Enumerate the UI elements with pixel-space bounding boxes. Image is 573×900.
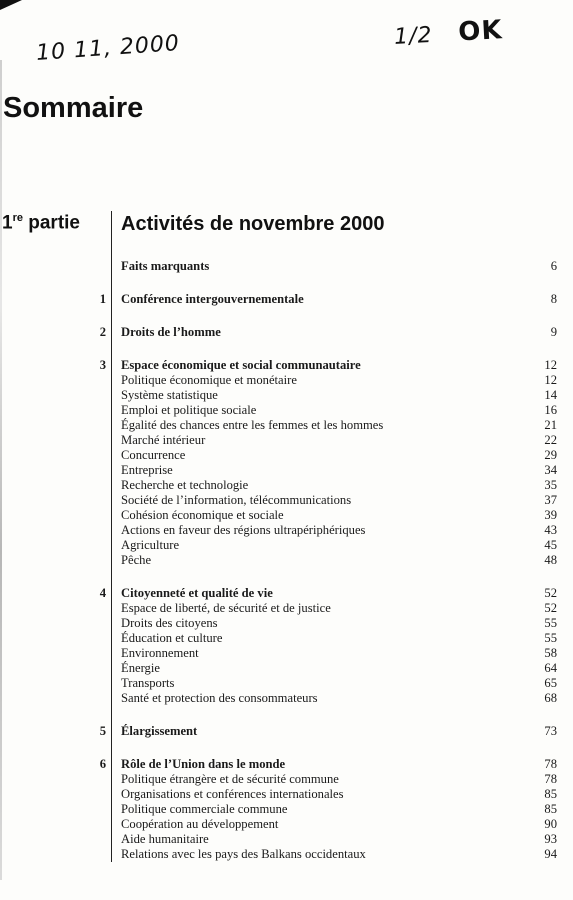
toc-entry[interactable] — [0, 675, 573, 691]
toc-entry-title: Cohésion économique et sociale — [121, 508, 284, 522]
toc-entry-title: Environnement — [121, 646, 199, 660]
toc-entry-title: Concurrence — [121, 448, 186, 462]
toc-entry-title: Société de l’information, télécommunications — [121, 493, 352, 507]
toc-entry[interactable] — [0, 537, 573, 553]
toc-entry[interactable] — [0, 372, 573, 388]
toc-entry[interactable] — [0, 552, 573, 568]
toc-entry-title: Emploi et politique sociale — [121, 403, 257, 417]
toc-page-number: 9 — [550, 325, 557, 339]
toc-page-number: 78 — [544, 772, 557, 786]
toc-page-number: 85 — [544, 802, 557, 816]
toc-entry-title: Faits marquants — [121, 259, 210, 273]
toc-entry-title: Énergie — [121, 661, 160, 675]
toc-entry[interactable] — [0, 615, 573, 631]
part-ordinal-suffix: re — [12, 212, 23, 224]
toc-entry-title: Coopération au développement — [121, 817, 279, 831]
toc-entry-title: Politique commerciale commune — [121, 802, 288, 816]
toc-section-entry[interactable] — [0, 756, 573, 772]
toc-entry[interactable] — [0, 786, 573, 802]
toc-page-number: 52 — [544, 601, 557, 615]
toc-entry-title: Citoyenneté et qualité de vie — [121, 586, 273, 600]
toc-entry-title: Espace économique et social communautaire — [121, 358, 361, 372]
toc-entry[interactable] — [0, 447, 573, 463]
toc-entry-title: Marché intérieur — [121, 433, 206, 447]
toc-entry[interactable] — [0, 816, 573, 832]
toc-entry-title: Actions en faveur des régions ultrapériphériques — [121, 523, 366, 537]
toc-section-number: 3 — [99, 358, 106, 372]
toc-entry-title: Transports — [121, 676, 175, 690]
toc-section-number: 2 — [99, 325, 106, 339]
toc-entry-title: Entreprise — [121, 463, 173, 477]
toc-page-number: 16 — [544, 403, 557, 417]
toc-entry[interactable] — [0, 690, 573, 706]
part-number: 1 — [2, 212, 13, 234]
toc-entry-title: Droits de l’homme — [121, 325, 221, 339]
toc-entry[interactable] — [0, 771, 573, 787]
handwritten-date: 10 11, 2000 — [35, 31, 181, 66]
toc-entry[interactable] — [0, 462, 573, 478]
toc-entry-title: Pêche — [121, 553, 152, 567]
toc-page-number: 48 — [544, 553, 557, 567]
toc-page-number: 58 — [544, 646, 557, 660]
toc-entry[interactable] — [0, 801, 573, 817]
toc-entry-title: Égalité des chances entre les femmes et les hommes — [121, 418, 384, 432]
toc-entry[interactable] — [0, 417, 573, 433]
scan-corner-mark — [0, 0, 22, 10]
toc-section-number: 4 — [99, 586, 106, 600]
toc-entry[interactable] — [0, 630, 573, 646]
toc-entry-title: Politique économique et monétaire — [121, 373, 297, 387]
toc-section-number: 5 — [99, 724, 106, 738]
toc-entry[interactable] — [0, 600, 573, 616]
handwritten-ref: 1/2 — [393, 22, 434, 50]
toc-entry-title: Droits des citoyens — [121, 616, 218, 630]
toc-entry-title: Conférence intergouvernementale — [121, 292, 304, 306]
toc-entry-title: Rôle de l’Union dans le monde — [121, 757, 286, 771]
handwritten-annotation — [393, 15, 503, 51]
toc-section-entry[interactable] — [0, 258, 573, 274]
toc-entry-title: Agriculture — [121, 538, 180, 552]
toc-entry[interactable] — [0, 492, 573, 508]
toc-entry[interactable] — [0, 846, 573, 862]
handwritten-ok: OK — [457, 15, 504, 48]
toc-page-number: 45 — [544, 538, 557, 552]
page-title: Sommaire — [3, 92, 144, 124]
toc-entry-title: Organisations et conférences internationales — [121, 787, 344, 801]
toc-section-entry[interactable] — [0, 357, 573, 373]
toc-entry-title: Recherche et technologie — [121, 478, 249, 492]
part-label — [2, 212, 80, 234]
toc-entry-title: Politique étrangère et de sécurité commune — [121, 772, 339, 786]
toc-entry[interactable] — [0, 522, 573, 538]
toc-page-number: 34 — [544, 463, 557, 477]
toc-page-number: 68 — [544, 691, 557, 705]
toc-page-number: 90 — [544, 817, 557, 831]
toc-entry-title: Relations avec les pays des Balkans occidentaux — [121, 847, 366, 861]
toc-page-number: 43 — [544, 523, 557, 537]
toc-page-number: 64 — [544, 661, 557, 675]
toc-page-number: 6 — [550, 259, 557, 273]
toc-page-number: 12 — [544, 358, 557, 372]
toc-entry-title: Élargissement — [121, 724, 198, 738]
toc-entry-title: Aide humanitaire — [121, 832, 209, 846]
toc-page-number: 52 — [544, 586, 557, 600]
toc-page-number: 93 — [544, 832, 557, 846]
toc-page-number: 8 — [550, 292, 557, 306]
toc-page-number: 55 — [544, 616, 557, 630]
toc-section-entry[interactable] — [0, 324, 573, 340]
toc-section-entry[interactable] — [0, 585, 573, 601]
toc-entry-title: Éducation et culture — [121, 631, 223, 645]
toc-page-number: 35 — [544, 478, 557, 492]
toc-entry[interactable] — [0, 831, 573, 847]
toc-entry-title: Santé et protection des consommateurs — [121, 691, 318, 705]
toc-entry-title: Espace de liberté, de sécurité et de justice — [121, 601, 331, 615]
toc-entry[interactable] — [0, 477, 573, 493]
part-title: Activités de novembre 2000 — [121, 213, 385, 235]
toc-section-entry[interactable] — [0, 723, 573, 739]
toc-page-number: 14 — [544, 388, 557, 402]
toc-entry[interactable] — [0, 402, 573, 418]
toc-page-number: 55 — [544, 631, 557, 645]
toc-page-number: 22 — [544, 433, 557, 447]
toc-page-number: 73 — [544, 724, 557, 738]
toc-section-number: 1 — [99, 292, 106, 306]
toc-entry[interactable] — [0, 387, 573, 403]
part-word: partie — [22, 212, 81, 234]
toc-entry[interactable] — [0, 660, 573, 676]
toc-page-number: 65 — [544, 676, 557, 690]
toc-page-number: 37 — [544, 493, 557, 507]
toc-entry[interactable] — [0, 432, 573, 448]
toc-entry[interactable] — [0, 507, 573, 523]
toc-section-entry[interactable] — [0, 291, 573, 307]
toc-page-number: 21 — [544, 418, 557, 432]
toc-page-number: 94 — [544, 847, 557, 861]
toc-page-number: 39 — [544, 508, 557, 522]
toc-entry[interactable] — [0, 645, 573, 661]
toc-page-number: 78 — [544, 757, 557, 771]
toc-page-number: 85 — [544, 787, 557, 801]
toc-page-number: 12 — [544, 373, 557, 387]
toc-section-number: 6 — [99, 757, 106, 771]
toc-page-number: 29 — [544, 448, 557, 462]
toc-entry-title: Système statistique — [121, 388, 218, 402]
